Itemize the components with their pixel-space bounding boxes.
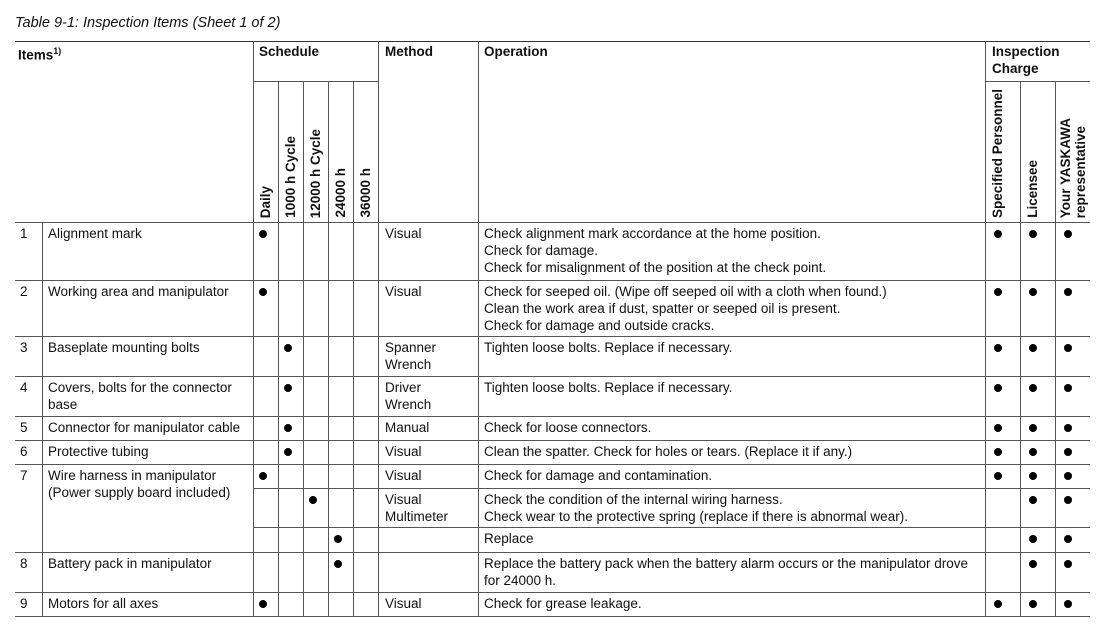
operation: Check for damage and outside cracks. <box>484 318 715 333</box>
schedule-dot-2 <box>309 496 317 504</box>
charge-dot-2 <box>1064 535 1072 543</box>
operation: Check for damage and contamination. <box>484 468 713 483</box>
item-name: Alignment mark <box>48 226 142 241</box>
charge-dot-1 <box>1029 424 1037 432</box>
header-schedule-daily: Daily <box>258 185 273 218</box>
item-name: Protective tubing <box>48 444 149 459</box>
operation: for 24000 h. <box>484 573 557 588</box>
schedule-dot-0 <box>259 600 267 608</box>
charge-dot-2 <box>1064 496 1072 504</box>
charge-dot-1 <box>1029 472 1037 480</box>
charge-dot-1 <box>1029 384 1037 392</box>
charge-dot-1 <box>1029 560 1037 568</box>
item-number: 8 <box>20 556 28 571</box>
method: Visual <box>385 492 422 507</box>
column-divider <box>478 41 479 616</box>
charge-dot-1 <box>1029 496 1037 504</box>
header-yaskawa-rep-line2: representative <box>1073 125 1088 218</box>
row-divider <box>15 416 1090 417</box>
method: Visual <box>385 444 422 459</box>
column-divider <box>303 81 304 616</box>
item-name: Motors for all axes <box>48 596 159 611</box>
header-inspection-charge-line2: Charge <box>992 61 1039 76</box>
column-divider <box>1020 81 1021 616</box>
schedule-dot-1 <box>284 448 292 456</box>
charge-dot-2 <box>1064 384 1072 392</box>
operation: Check wear to the protective spring (replace if there is abnormal wear). <box>484 509 908 524</box>
row-divider <box>985 81 1090 82</box>
method: Spanner <box>385 340 437 355</box>
operation: Check for misalignment of the position at the check point. <box>484 260 827 275</box>
item-name: Baseplate mounting bolts <box>48 340 200 355</box>
charge-dot-2 <box>1064 288 1072 296</box>
charge-dot-0 <box>994 424 1002 432</box>
operation: Tighten loose bolts. Replace if necessary. <box>484 380 733 395</box>
header-items: Items$^{1)}$ <box>18 46 62 63</box>
header-schedule-36000-h: 36000 h <box>358 168 373 218</box>
method: Driver <box>385 380 421 395</box>
charge-dot-2 <box>1064 448 1072 456</box>
column-divider <box>328 81 329 616</box>
header-schedule-24000-h: 24000 h <box>333 168 348 218</box>
item-number: 2 <box>20 284 28 299</box>
column-divider <box>278 81 279 616</box>
schedule-dot-1 <box>284 424 292 432</box>
column-divider <box>1055 81 1056 616</box>
charge-dot-2 <box>1064 560 1072 568</box>
header-operation: Operation <box>484 44 548 59</box>
method: Wrench <box>385 357 432 372</box>
method: Manual <box>385 420 430 435</box>
row-divider <box>253 81 378 82</box>
method: Visual <box>385 468 422 483</box>
schedule-dot-1 <box>284 344 292 352</box>
charge-dot-2 <box>1064 230 1072 238</box>
operation: Clean the spatter. Check for holes or tears. (Replace it if any.) <box>484 444 853 459</box>
row-divider <box>15 440 1090 441</box>
schedule-dot-0 <box>259 230 267 238</box>
header-licensee: Licensee <box>1025 160 1040 218</box>
row-divider <box>15 592 1090 593</box>
item-name: Battery pack in manipulator <box>48 556 212 571</box>
charge-dot-1 <box>1029 448 1037 456</box>
footnote-marker: 1) <box>53 46 62 56</box>
operation: Check for seeped oil. (Wipe off seeped oil with a cloth when found.) <box>484 284 887 299</box>
method: Wrench <box>385 397 432 412</box>
table-caption: Table 9-1: Inspection Items (Sheet 1 of 2) <box>15 15 281 31</box>
header-yaskawa-rep: Your YASKAWA <box>1058 117 1073 218</box>
column-divider <box>985 41 986 616</box>
item-number: 3 <box>20 340 28 355</box>
method: Visual <box>385 284 422 299</box>
charge-dot-0 <box>994 384 1002 392</box>
charge-dot-0 <box>994 448 1002 456</box>
column-divider <box>42 222 43 616</box>
charge-dot-0 <box>994 600 1002 608</box>
charge-dot-0 <box>994 230 1002 238</box>
header-schedule-1000-h-cycle: 1000 h Cycle <box>283 136 298 218</box>
row-divider <box>15 376 1090 377</box>
item-number: 1 <box>20 226 28 241</box>
column-divider <box>253 41 254 616</box>
charge-dot-0 <box>994 344 1002 352</box>
row-divider <box>15 616 1090 617</box>
item-name: base <box>48 397 78 412</box>
header-schedule-12000-h-cycle: 12000 h Cycle <box>308 128 323 218</box>
header-schedule: Schedule <box>259 44 320 59</box>
item-number: 7 <box>20 468 28 483</box>
charge-dot-2 <box>1064 472 1072 480</box>
schedule-dot-3 <box>334 560 342 568</box>
header-specified-personnel: Specified Personnel <box>990 88 1005 218</box>
charge-dot-1 <box>1029 600 1037 608</box>
charge-dot-1 <box>1029 344 1037 352</box>
charge-dot-0 <box>994 288 1002 296</box>
operation: Check alignment mark accordance at the home position. <box>484 226 821 241</box>
operation: Replace <box>484 531 534 546</box>
row-divider <box>15 222 1090 223</box>
item-name: Covers, bolts for the connector <box>48 380 232 395</box>
item-number: 4 <box>20 380 28 395</box>
row-divider <box>15 464 1090 465</box>
item-number: 5 <box>20 420 28 435</box>
item-name: (Power supply board included) <box>48 485 231 500</box>
column-divider <box>378 41 379 616</box>
operation: Check for loose connectors. <box>484 420 652 435</box>
operation: Check for grease leakage. <box>484 596 642 611</box>
schedule-dot-3 <box>334 535 342 543</box>
operation: Check the condition of the internal wiring harness. <box>484 492 783 507</box>
method: Visual <box>385 596 422 611</box>
row-divider <box>15 336 1090 337</box>
method: Visual <box>385 226 422 241</box>
charge-dot-1 <box>1029 288 1037 296</box>
item-name: Working area and manipulator <box>48 284 229 299</box>
column-divider <box>353 81 354 616</box>
charge-dot-2 <box>1064 600 1072 608</box>
item-name: Wire harness in manipulator <box>48 468 217 483</box>
method: Multimeter <box>385 509 449 524</box>
operation: Tighten loose bolts. Replace if necessary. <box>484 340 733 355</box>
item-number: 9 <box>20 596 28 611</box>
row-divider <box>15 280 1090 281</box>
schedule-dot-0 <box>259 472 267 480</box>
header-inspection-charge: Inspection <box>992 44 1060 59</box>
row-divider <box>15 41 1090 42</box>
schedule-dot-1 <box>284 384 292 392</box>
row-divider <box>15 552 1090 553</box>
charge-dot-0 <box>994 472 1002 480</box>
charge-dot-2 <box>1064 344 1072 352</box>
header-method: Method <box>385 44 433 59</box>
charge-dot-1 <box>1029 230 1037 238</box>
operation: Replace the battery pack when the battery alarm occurs or the manipulator drove <box>484 556 969 571</box>
schedule-dot-0 <box>259 288 267 296</box>
item-number: 6 <box>20 444 28 459</box>
charge-dot-2 <box>1064 424 1072 432</box>
operation: Check for damage. <box>484 243 599 258</box>
charge-dot-1 <box>1029 535 1037 543</box>
item-name: Connector for manipulator cable <box>48 420 241 435</box>
operation: Clean the work area if dust, spatter or seeped oil is present. <box>484 301 841 316</box>
